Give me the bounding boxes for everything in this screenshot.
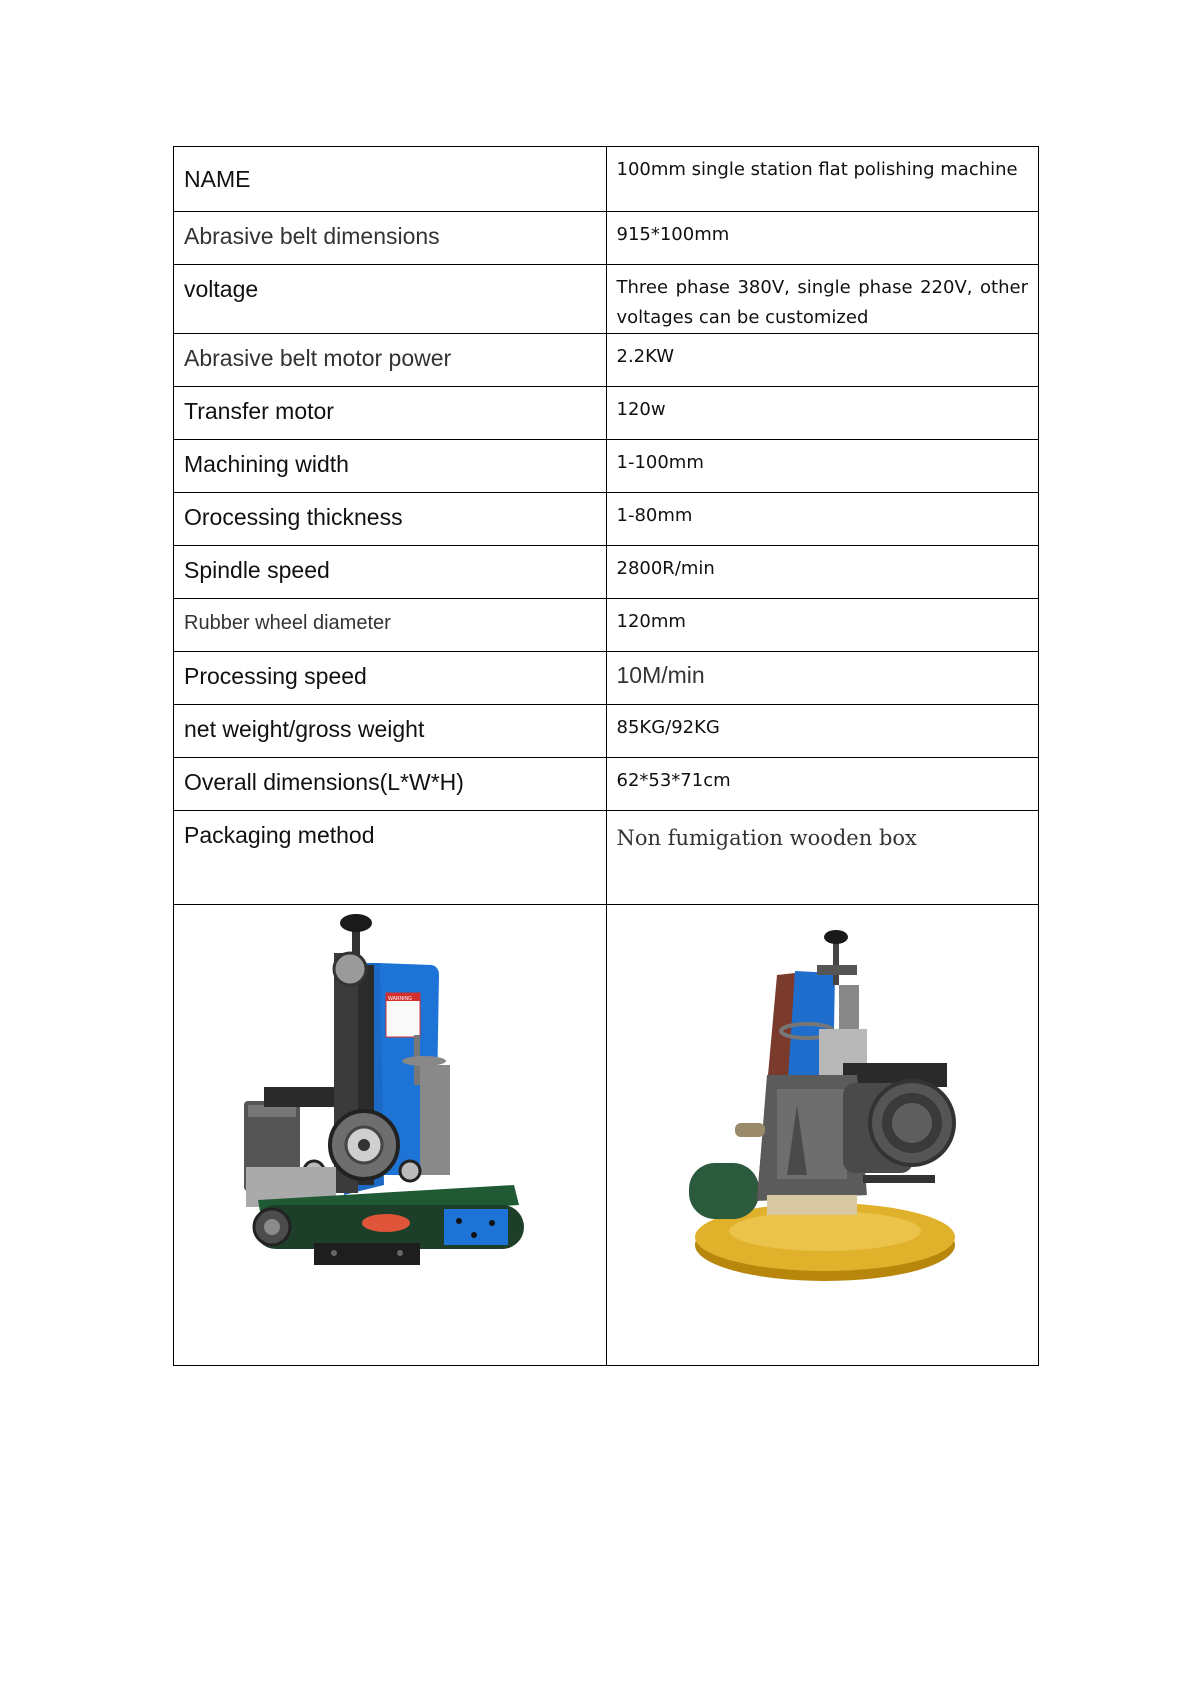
spec-label: Orocessing thickness xyxy=(184,504,403,530)
spec-value-cell xyxy=(606,546,1039,599)
spec-label: Abrasive belt motor power xyxy=(184,345,452,371)
table-row xyxy=(174,334,1039,387)
spec-label-cell xyxy=(174,705,607,758)
photo-row xyxy=(174,905,1039,1366)
spec-label: Machining width xyxy=(184,451,349,477)
table-row xyxy=(174,387,1039,440)
spec-label-cell xyxy=(174,758,607,811)
spec-label-cell xyxy=(174,811,607,905)
table-row xyxy=(174,212,1039,265)
spec-label: Abrasive belt dimensions xyxy=(184,223,440,249)
spec-label-cell xyxy=(174,387,607,440)
spec-label-cell xyxy=(174,334,607,387)
spec-label: net weight/gross weight xyxy=(184,716,425,742)
spec-value-cell xyxy=(606,811,1039,905)
spec-value: 85KG/92KG xyxy=(616,717,720,738)
warning-label: WARNING xyxy=(388,996,412,1002)
spec-value-cell xyxy=(606,265,1039,334)
spec-value: 10M/min xyxy=(616,662,705,688)
polishing-machine-front-photo xyxy=(174,905,606,1365)
spec-label-cell xyxy=(174,546,607,599)
spec-value: 1-80mm xyxy=(616,505,693,526)
photo-cell-left xyxy=(174,905,607,1366)
spec-label: Spindle speed xyxy=(184,557,330,583)
spec-value-cell xyxy=(606,652,1039,705)
spec-value: 100mm single station flat polishing machine xyxy=(616,159,1018,180)
spec-label: Packaging method xyxy=(184,822,375,848)
spec-table xyxy=(173,146,1039,1366)
spec-label-cell xyxy=(174,440,607,493)
spec-label: Overall dimensions(L*W*H) xyxy=(184,769,464,795)
table-row xyxy=(174,811,1039,905)
spec-label-cell xyxy=(174,599,607,652)
spec-value: 2.2KW xyxy=(616,346,675,367)
spec-value: 2800R/min xyxy=(616,558,715,579)
spec-value: 120w xyxy=(616,399,666,420)
spec-value-cell xyxy=(606,705,1039,758)
spec-value-cell xyxy=(606,387,1039,440)
table-row xyxy=(174,652,1039,705)
spec-value: Three phase 380V, single phase 220V, other voltages can be customized xyxy=(616,277,1028,328)
spec-label: voltage xyxy=(184,276,259,302)
table-row xyxy=(174,758,1039,811)
spec-value-cell xyxy=(606,334,1039,387)
spec-value-cell xyxy=(606,758,1039,811)
photo-cell-right xyxy=(606,905,1039,1366)
spec-label: Processing speed xyxy=(184,663,367,689)
table-row xyxy=(174,493,1039,546)
polishing-machine-side-photo xyxy=(607,905,1039,1365)
spec-value-cell xyxy=(606,440,1039,493)
spec-label-cell xyxy=(174,212,607,265)
table-row xyxy=(174,705,1039,758)
table-row xyxy=(174,440,1039,493)
spec-value: 62*53*71cm xyxy=(616,770,731,791)
table-row xyxy=(174,265,1039,334)
table-row xyxy=(174,599,1039,652)
spec-value: Non fumigation wooden box xyxy=(616,826,917,850)
spec-value: 915*100mm xyxy=(616,224,730,245)
spec-value-cell xyxy=(606,493,1039,546)
spec-value: 120mm xyxy=(616,611,686,632)
table-row xyxy=(174,147,1039,212)
spec-label-cell xyxy=(174,493,607,546)
spec-label-cell xyxy=(174,265,607,334)
table-row xyxy=(174,546,1039,599)
spec-value-cell xyxy=(606,147,1039,212)
spec-value-cell xyxy=(606,599,1039,652)
spec-label: NAME xyxy=(184,166,251,192)
spec-label-cell xyxy=(174,652,607,705)
spec-label: Rubber wheel diameter xyxy=(184,612,391,634)
spec-label-cell xyxy=(174,147,607,212)
spec-value: 1-100mm xyxy=(616,452,704,473)
spec-value-cell xyxy=(606,212,1039,265)
spec-label: Transfer motor xyxy=(184,398,334,424)
